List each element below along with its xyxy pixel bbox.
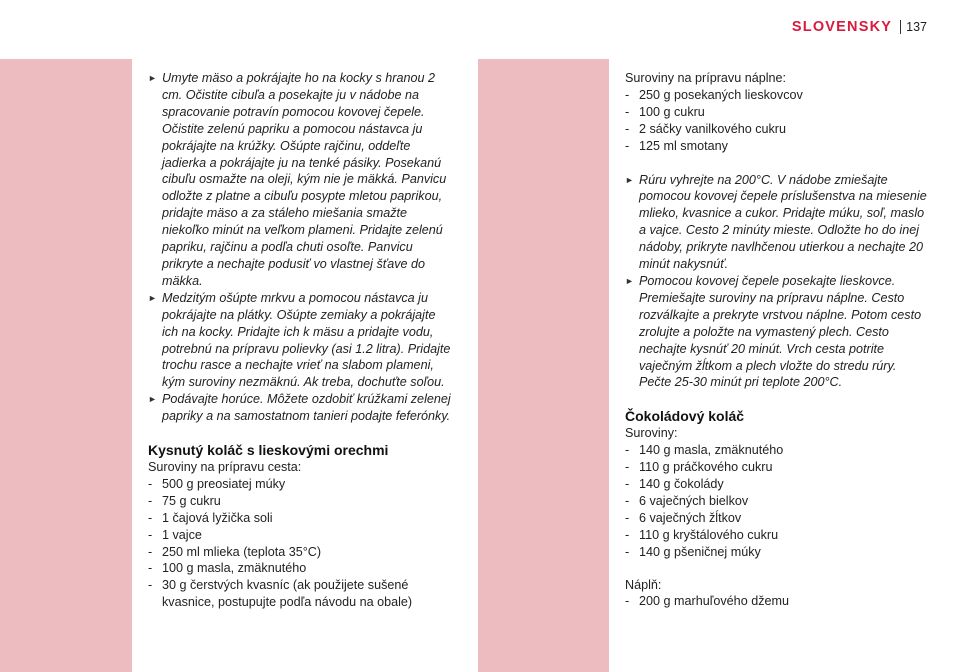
ingredients-list (148, 476, 453, 611)
filling-list (625, 593, 930, 610)
list-item: - 6 vaječných bielkov (625, 493, 749, 508)
instruction-step: ► Podávajte horúce. Môžete ozdobiť krúžkami zelenej papriky a na samostatnom tanieri podajte feferónky. (148, 392, 451, 424)
list-item: - 250 g posekaných lieskovcov (625, 87, 803, 102)
page-number: 137 (906, 20, 927, 34)
left-column (148, 70, 453, 611)
ingredients-label: Suroviny: (625, 426, 678, 441)
list-item: - 1 vajce (148, 527, 202, 542)
triangle-bullet-icon: ► (625, 275, 634, 286)
filling-label: Náplň: (625, 577, 662, 592)
ingredients-list (625, 442, 930, 560)
language-label: SLOVENSKY (791, 19, 893, 35)
list-item: - 6 vaječných žĺtkov (625, 510, 742, 525)
ingredients-label: Suroviny na prípravu cesta: (148, 460, 302, 475)
recipe-heading: Kysnutý koláč s lieskovými orechmi (148, 442, 389, 459)
right-margin-band (478, 59, 609, 672)
list-item: - 100 g cukru (625, 104, 705, 119)
list-item: - 200 g marhuľového džemu (625, 594, 789, 609)
list-item: - 30 g čerstvých kvasníc (ak použijete sušené kvasnice, postupujte podľa návodu na obale) (148, 578, 413, 610)
triangle-bullet-icon: ► (625, 174, 634, 185)
list-item: - 125 ml smotany (625, 138, 728, 153)
left-margin-band (0, 59, 132, 672)
filling-list (625, 87, 930, 155)
triangle-bullet-icon: ► (148, 394, 157, 405)
list-item: - 500 g preosiatej múky (148, 476, 286, 491)
left-instructions (148, 70, 453, 425)
right-column (625, 70, 930, 610)
list-item: - 140 g pšeničnej múky (625, 544, 761, 559)
list-item: - 250 ml mlieka (teplota 35°C) (148, 544, 322, 559)
instruction-step: ► Rúru vyhrejte na 200°C. V nádobe zmiešajte pomocou kovovej čepele príslušenstva na miesenie mlieko, kvasnice a cukor. Pridajte múku, soľ, maslo a vajce. Cesto 2 minúty mieste. Odložte ho do inej nádoby, prikryte navlhčenou utierkou a nechajte 20 minút nakysnúť. (625, 172, 927, 272)
recipe-heading: Čokoládový koláč (625, 408, 745, 425)
list-item: - 140 g masla, zmäknutého (625, 443, 784, 458)
list-item: - 110 g práčkového cukru (625, 460, 773, 475)
instruction-step: ► Medzitým ošúpte mrkvu a pomocou nástavca ju pokrájajte na plátky. Ošúpte zemiaky a pokrájajte ich na kocky. Pridajte ich k mäsu a pridajte vodu, potrebnú na prípravu polievky (asi 1.2 litra). Pridajte trochu rasce a nechajte vrieť na slabom plameni, kým suroviny nezmäknú. Ak treba, dochuťte soľou. (148, 290, 451, 390)
list-item: - 100 g masla, zmäknutého (148, 561, 307, 576)
list-item: - 2 sáčky vanilkového cukru (625, 121, 786, 136)
list-item: - 140 g čokolády (625, 477, 724, 492)
page-header (792, 19, 927, 35)
instruction-step: ► Umyte mäso a pokrájajte ho na kocky s hranou 2 cm. Očistite cibuľa a posekajte ju v nádobe na spracovanie potravín pomocou kovovej čepele. Očistite zelenú papriku a pomocou nástavca ju pokrájajte na krúžky. Ošúpte rajčinu, oddeľte jadierka a pokrájajte ju na tenké pásiky. Posekanú cibuľu osmažte na oleji, kým nie je mäkká. Panvicu odložte z platne a cibuľu posypte mletou paprikou, pridajte mäso a za stáleho miešania smažte niekoľko minút na veľkom plameni. Pridajte zelenú papriku, rajčinu a podľa chuti osoľte. Panvicu prikryte a nechajte podusiť vo vlastnej šťave do mäkka. (148, 71, 447, 288)
right-instructions (625, 172, 930, 392)
filling-label: Suroviny na prípravu náplne: (625, 71, 787, 85)
list-item: - 1 čajová lyžička soli (148, 510, 273, 525)
header-divider (900, 20, 901, 34)
instruction-step: ► Pomocou kovovej čepele posekajte lieskovce. Premiešajte suroviny na prípravu náplne. Cesto rozválkajte a prekryte vrstvou náplne. Potom cesto zrolujte a položte na vymastený plech. Cesto nechajte kysnúť 20 minút. Vrch cesta potrite vaječným žĺtkom a plech vložte do stredu rúry. Pečte 25-30 minút pri teplote 200°C. (625, 273, 922, 390)
list-item: - 110 g kryštálového cukru (625, 527, 779, 542)
triangle-bullet-icon: ► (148, 73, 157, 83)
list-item: - 75 g cukru (148, 493, 221, 508)
triangle-bullet-icon: ► (148, 292, 157, 303)
